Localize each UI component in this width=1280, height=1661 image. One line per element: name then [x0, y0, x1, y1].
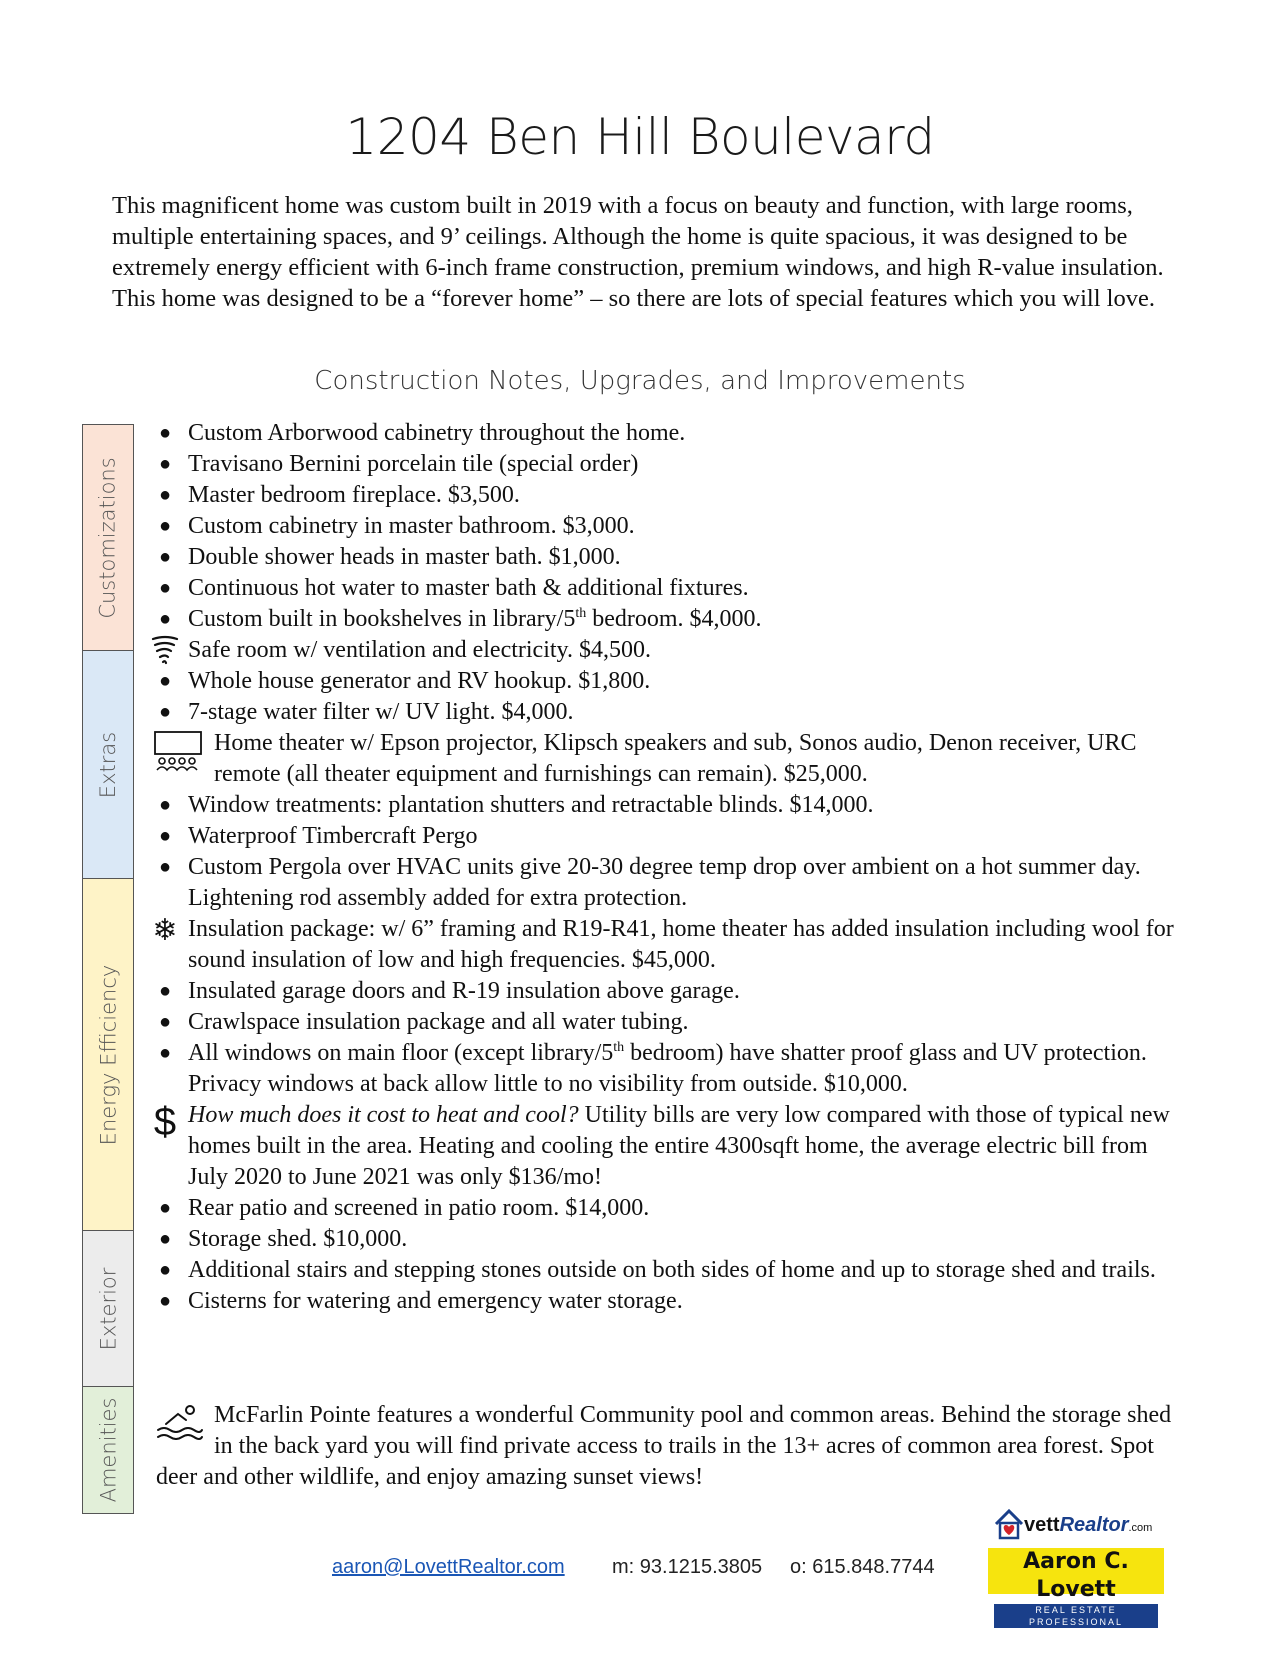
section-subtitle: Construction Notes, Upgrades, and Improvements [314, 366, 966, 396]
email-link[interactable]: aaron@LovettRealtor.com [332, 1556, 565, 1578]
list-item: ● Double shower heads in master bath. $1,000. [158, 544, 621, 570]
list-item: ● Storage shed. $10,000. [158, 1226, 408, 1252]
list-item: ● Waterproof Timbercraft Pergo [158, 823, 478, 849]
list-item: ● Custom Pergola over HVAC units give 20-30 degree temp drop over ambient on a hot summer day. Lightening rod assembly added for extra protection. [158, 854, 1141, 911]
list-item: ● All windows on main floor (except library/5th bedroom) have shatter proof glass and UV protection. Privacy windows at back allow little to no visibility from outside. $10,000. [158, 1040, 1147, 1097]
list-item: ● Travisano Bernini porcelain tile (special order) [158, 451, 639, 477]
swimmer-icon [156, 1402, 208, 1442]
list-item: ● Rear patio and screened in patio room. $14,000. [158, 1195, 650, 1221]
intro-paragraph: This magnificent home was custom built in 2019 with a focus on beauty and function, with large rooms, multiple entertaining spaces, and 9’ ceilings. Although the home is quite spacious, it was designed to be extremely energy efficient with 6-inch frame construction, premium windows, and high R-value insulation. This home was designed to be a “forever home” – so there are lots of special features which you will love. [112, 192, 1164, 312]
category-energy-efficiency: Energy Efficiency [82, 878, 134, 1232]
list-item: ● Custom cabinetry in master bathroom. $3,000. [158, 513, 635, 539]
category-amenities: Amenities [82, 1386, 134, 1514]
page-title: 1204 Ben Hill Boulevard [345, 108, 935, 166]
list-item: ● Custom Arborwood cabinetry throughout the home. [158, 420, 686, 446]
list-item: $ How much does it cost to heat and cool? Utility bills are very low compared with those of typical new homes built in the area. Heating and cooling the entire 4300sqft home, the average electric bill from July 2020 to June 2021 was only $136/mo! [150, 1100, 1180, 1193]
list-item: Home theater w/ Epson projector, Klipsch speakers and sub, Sonos audio, Denon receiver, URC remote (all theater equipment and furnishings can remain). $25,000. [150, 728, 1180, 790]
list-item: ● 7-stage water filter w/ UV light. $4,000. [158, 699, 574, 725]
list-item: Safe room w/ ventilation and electricity. $4,500. [150, 635, 1180, 666]
list-item: ● Crawlspace insulation package and all water tubing. [158, 1009, 689, 1035]
list-item: ● Whole house generator and RV hookup. $1,800. [158, 668, 651, 694]
list-item: ● Window treatments: plantation shutters and retractable blinds. $14,000. [158, 792, 874, 818]
features-list [150, 418, 1180, 1317]
list-item: ● Cisterns for watering and emergency water storage. [158, 1288, 683, 1314]
aaron-lovett-logo: Aaron C. Lovett REAL ESTATE PROFESSIONAL [988, 1548, 1164, 1594]
category-exterior: Exterior [82, 1230, 134, 1388]
list-item: ❄ Insulation package: w/ 6” framing and R19-R41, home theater has added insulation including wool for sound insulation of low and high frequencies. $45,000. [150, 914, 1180, 976]
lovett-realtor-logo: vettRealtor.com [994, 1508, 1164, 1542]
category-extras: Extras [82, 650, 134, 880]
office-phone: o: 615.848.7744 [790, 1556, 935, 1578]
list-item: ● Custom built in bookshelves in library/5th bedroom. $4,000. [158, 606, 762, 632]
list-item: ● Continuous hot water to master bath & additional fixtures. [158, 575, 749, 601]
dollar-icon: $ [153, 1100, 177, 1144]
category-sidebar [82, 424, 136, 1530]
amenities-paragraph: McFarlin Pointe features a wonderful Community pool and common areas. Behind the storage shed in the back yard you will find private access to trails in the 13+ acres of common area forest. Spot deer and other wildlife, and enjoy amazing sunset views! [156, 1402, 1172, 1490]
category-customizations: Customizations [82, 424, 134, 652]
list-item: ● Insulated garage doors and R-19 insulation above garage. [158, 978, 740, 1004]
list-item: ● Additional stairs and stepping stones outside on both sides of home and up to storage shed and trails. [158, 1257, 1156, 1283]
theater-icon [150, 730, 206, 783]
mobile-phone: m: 93.1215.3805 [612, 1556, 763, 1578]
snowflake-icon: ❄ [152, 914, 178, 947]
list-item: ● Master bedroom fireplace. $3,500. [158, 482, 520, 508]
